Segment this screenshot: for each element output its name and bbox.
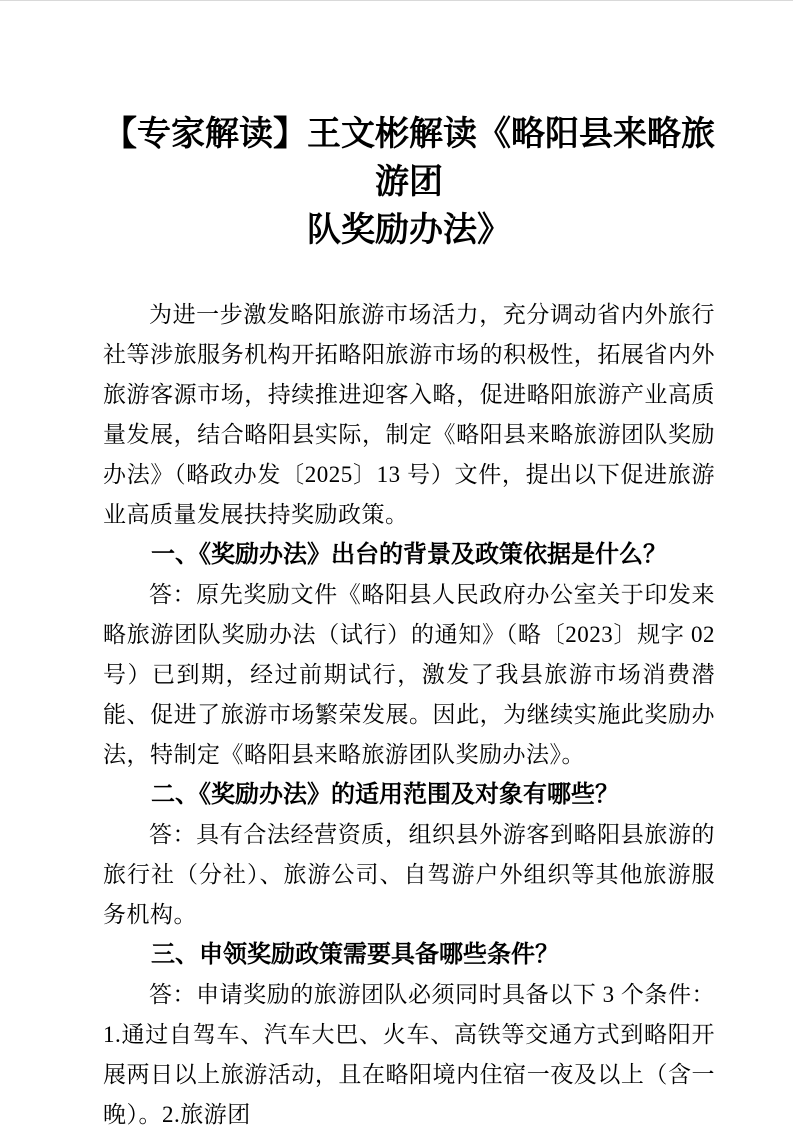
section-heading-2: 二、《奖励办法》的适用范围及对象有哪些？ [151, 781, 619, 808]
paragraph-answer-2: 答：具有合法经营资质，组织县外游客到略阳县旅游的旅行社（分社）、旅游公司、自驾游户外组织等其他旅游服务机构。 [103, 822, 715, 927]
section-heading-1: 一、《奖励办法》出台的背景及政策依据是什么？ [151, 541, 667, 568]
document-body [103, 295, 715, 1135]
paragraph-answer-1: 答：原先奖励文件《略阳县人民政府办公室关于印发来略旅游团队奖励办法（试行）的通知》（略〔2023〕规字 02 号）已到期，经过前期试行，激发了我县旅游市场消费潜能、促进了旅游市场繁荣发展。因此，为继续实施此奖励办法，特制定《略阳县来略旅游团队奖励办法》。 [103, 582, 715, 767]
document-title-line-2: 队奖励办法》 [307, 212, 511, 249]
document-title-line-1: 【专家解读】王文彬解读《略阳县来略旅游团 [103, 116, 715, 201]
paragraph-answer-3: 答：申请奖励的旅游团队必须同时具备以下 3 个条件：1.通过自驾车、汽车大巴、火车、高铁等交通方式到略阳开展两日以上旅游活动，且在略阳境内住宿一夜及以上（含一晚）。2.旅游团 [103, 982, 715, 1127]
paragraph-intro: 为进一步激发略阳旅游市场活力，充分调动省内外旅行社等涉旅服务机构开拓略阳旅游市场的积极性，拓展省内外旅游客源市场，持续推进迎客入略，促进略阳旅游产业高质量发展，结合略阳县实际，制定《略阳县来略旅游团队奖励办法》（略政办发〔2025〕13 号）文件，提出以下促进旅游业高质量发展扶持奖励政策。 [103, 302, 715, 527]
document-title [103, 111, 715, 255]
section-heading-3: 三、申领奖励政策需要具备哪些条件？ [151, 941, 559, 968]
